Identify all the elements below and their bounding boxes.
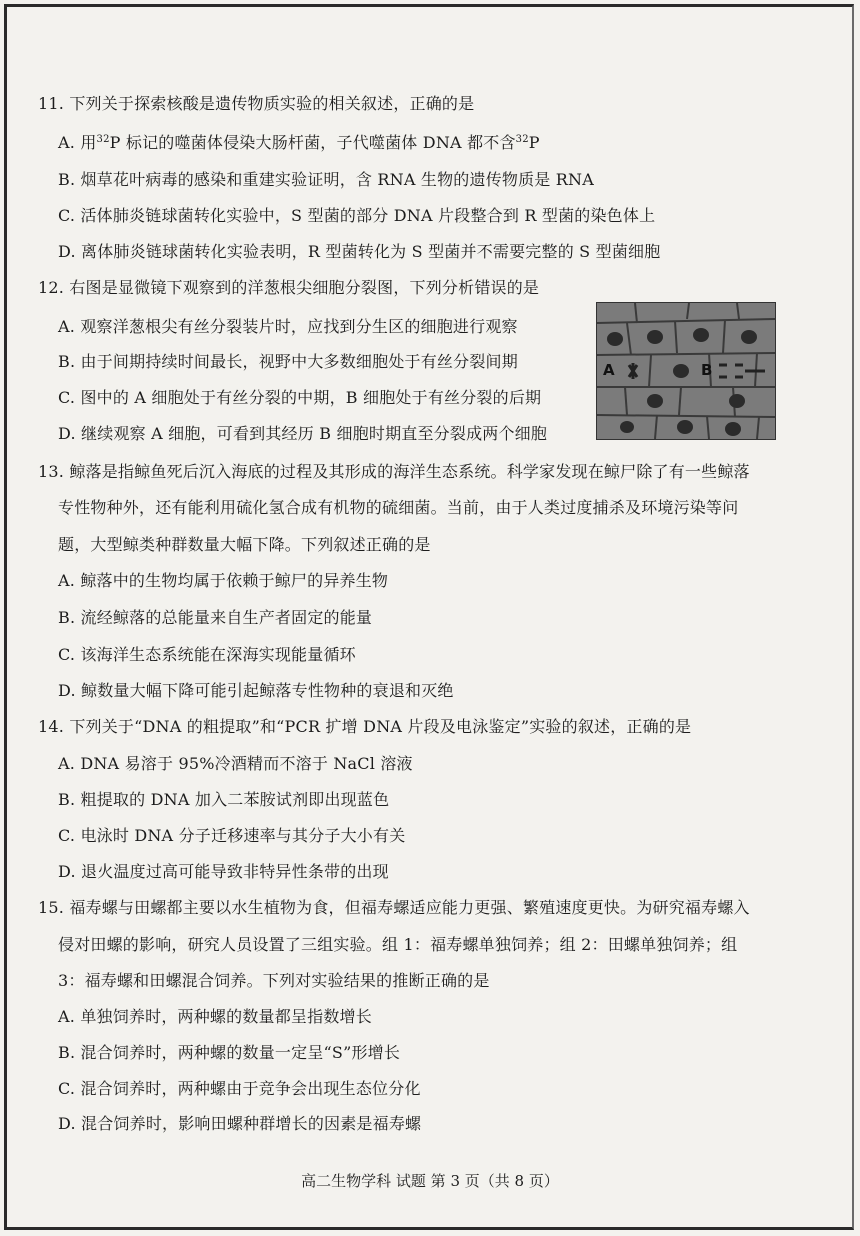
q14-option-a: A. DNA 易溶于 95%冷酒精而不溶于 NaCl 溶液 (58, 754, 413, 773)
q13-stem-line1: 13. 鲸落是指鲸鱼死后沉入海底的过程及其形成的海洋生态系统。科学家发现在鲸尸除了有一些鲸落 (38, 462, 750, 481)
q13-stem-line2: 专性物种外，还有能利用硫化氢合成有机物的硫细菌。当前，由于人类过度捕杀及环境污染等问 (58, 498, 739, 517)
q14-option-c: C. 电泳时 DNA 分子迁移速率与其分子大小有关 (58, 826, 406, 845)
q15-option-c: C. 混合饲养时，两种螺由于竞争会出现生态位分化 (58, 1079, 421, 1098)
q11-option-a-sup2: 32 (515, 134, 529, 145)
q12-option-c: C. 图中的 A 细胞处于有丝分裂的中期，B 细胞处于有丝分裂的后期 (58, 388, 542, 407)
q12-option-a: A. 观察洋葱根尖有丝分裂装片时，应找到分生区的细胞进行观察 (58, 317, 518, 336)
q15-stem-line2: 侵对田螺的影响，研究人员设置了三组实验。组 1：福寿螺单独饲养；组 2：田螺单独饲养；组 (58, 935, 738, 954)
q12-stem: 12. 右图是显微镜下观察到的洋葱根尖细胞分裂图，下列分析错误的是 (38, 278, 540, 297)
q13-stem-line3: 题，大型鲸类种群数量大幅下降。下列叙述正确的是 (58, 535, 431, 554)
figure-label-a: A (603, 361, 615, 379)
q14-stem: 14. 下列关于“DNA 的粗提取”和“PCR 扩增 DNA 片段及电泳鉴定”实验的叙述，正确的是 (38, 717, 692, 736)
q12-option-d: D. 继续观察 A 细胞，可看到其经历 B 细胞时期直至分裂成两个细胞 (58, 424, 548, 443)
q11-option-b: B. 烟草花叶病毒的感染和重建实验证明，含 RNA 生物的遗传物质是 RNA (58, 170, 594, 189)
q15-option-d: D. 混合饲养时，影响田螺种群增长的因素是福寿螺 (58, 1114, 422, 1133)
q14-option-b: B. 粗提取的 DNA 加入二苯胺试剂即出现蓝色 (58, 790, 390, 809)
q15-stem-line1: 15. 福寿螺与田螺都主要以水生植物为食，但福寿螺适应能力更强、繁殖速度更快。为研究福寿螺入 (38, 898, 750, 917)
q11-option-d: D. 离体肺炎链球菌转化实验表明，R 型菌转化为 S 型菌并不需要完整的 S 型菌细胞 (58, 242, 661, 261)
q14-option-d: D. 退火温度过高可能导致非特异性条带的出现 (58, 862, 389, 881)
q13-option-a: A. 鲸落中的生物均属于依赖于鲸尸的异养生物 (58, 571, 389, 590)
q11-option-a-mid: P 标记的噬菌体侵染大肠杆菌，子代噬菌体 DNA 都不含 (109, 133, 516, 152)
page-footer: 高二生物学科 试题 第 3 页（共 8 页） (301, 1172, 559, 1190)
q13-option-b: B. 流经鲸落的总能量来自生产者固定的能量 (58, 608, 373, 627)
q11-option-a-sup1: 32 (96, 134, 110, 145)
microscope-image (596, 302, 776, 440)
q11-option-a (58, 133, 540, 153)
q11-stem: 11. 下列关于探索核酸是遗传物质实验的相关叙述，正确的是 (38, 94, 475, 113)
q12-option-b: B. 由于间期持续时间最长，视野中大多数细胞处于有丝分裂间期 (58, 352, 518, 371)
q13-option-d: D. 鲸数量大幅下降可能引起鲸落专性物种的衰退和灭绝 (58, 681, 454, 700)
q15-option-b: B. 混合饲养时，两种螺的数量一定呈“S”形增长 (58, 1043, 401, 1062)
onion-root-cells-figure (597, 303, 775, 439)
q15-option-a: A. 单独饲养时，两种螺的数量都呈指数增长 (58, 1007, 372, 1026)
q13-option-c: C. 该海洋生态系统能在深海实现能量循环 (58, 645, 356, 664)
q11-option-a-post: P (528, 133, 540, 152)
q15-stem-line3: 3：福寿螺和田螺混合饲养。下列对实验结果的推断正确的是 (58, 971, 490, 990)
figure-label-b: B (701, 361, 713, 379)
q11-option-a-pre: A. 用 (58, 133, 97, 152)
q11-option-c: C. 活体肺炎链球菌转化实验中，S 型菌的部分 DNA 片段整合到 R 型菌的染色体上 (58, 206, 656, 225)
